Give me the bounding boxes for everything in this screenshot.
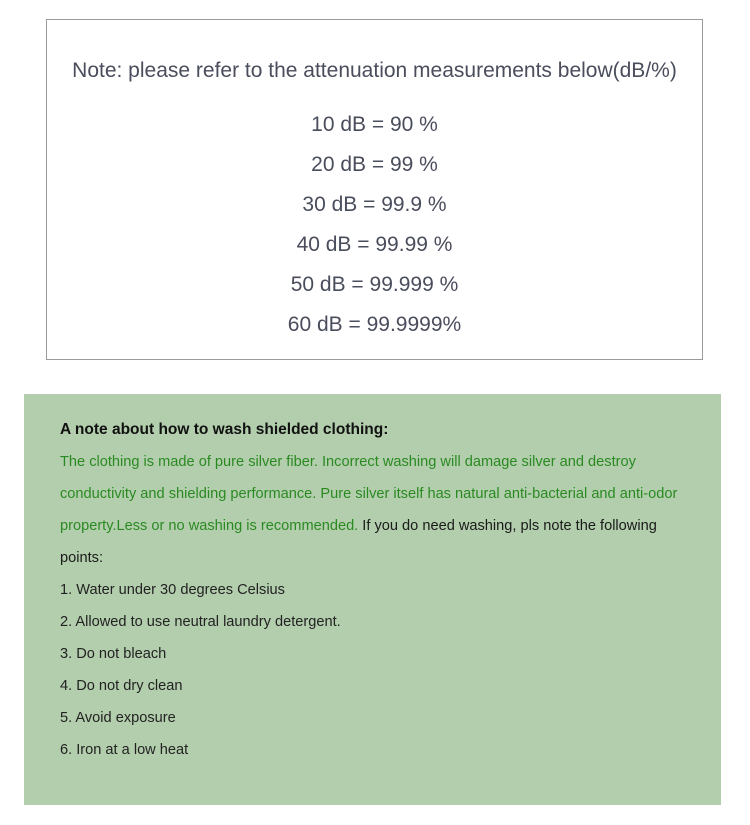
silver-fiber-warning: The clothing is made of pure silver fiber. Incorrect washing will damage silver and destroy conductivity and shielding performance. Pure silver itself has natural anti-bacterial and anti-odor property.Less or no washing is recommended. [60,454,678,534]
measurement-item: 40 dB = 99.99 % [296,233,453,256]
measurement-list [47,113,702,353]
wash-intro: If you do need washing, pls note the following points: [60,518,657,566]
wash-instructions-panel [24,394,721,805]
attenuation-box [46,19,703,360]
wash-step: 6. Iron at a low heat [60,742,189,758]
attenuation-note: Note: please refer to the attenuation measurements below(dB/%) [72,59,677,82]
wash-title: A note about how to wash shielded clothing: [60,421,389,438]
wash-step: 5. Avoid exposure [60,710,176,726]
wash-step: 4. Do not dry clean [60,678,183,694]
measurement-item: 30 dB = 99.9 % [302,193,447,216]
measurement-item: 60 dB = 99.9999% [287,313,462,336]
wash-steps-list [60,574,691,766]
wash-step: 1. Water under 30 degrees Celsius [60,582,285,598]
measurement-item: 20 dB = 99 % [311,153,438,176]
wash-paragraph [60,446,691,574]
measurement-item: 50 dB = 99.999 % [290,273,459,296]
measurement-item: 10 dB = 90 % [311,113,438,136]
wash-step: 2. Allowed to use neutral laundry detergent. [60,614,341,630]
wash-step: 3. Do not bleach [60,646,167,662]
